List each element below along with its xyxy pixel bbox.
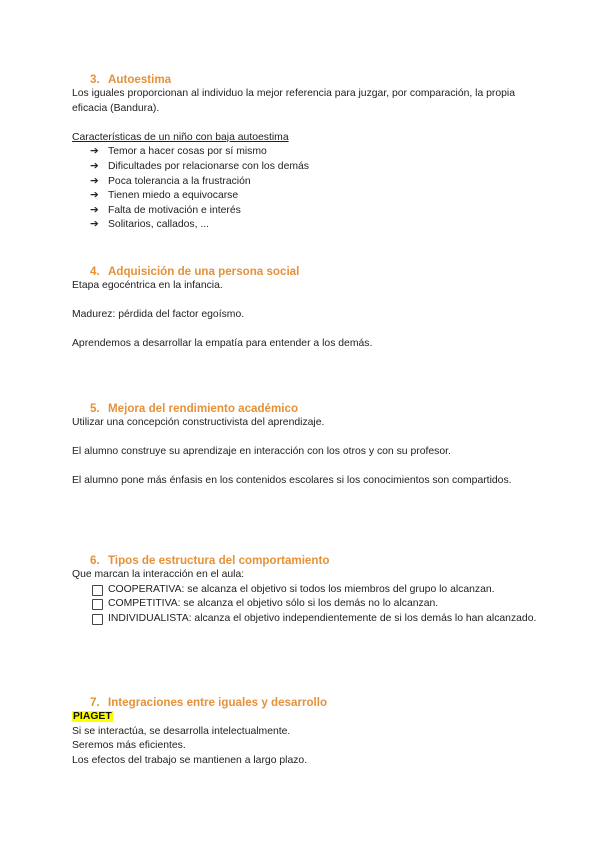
section-title: Adquisición de una persona social — [108, 265, 300, 278]
paragraph: Etapa egocéntrica en la infancia. — [72, 280, 223, 291]
section-heading — [90, 264, 542, 279]
section-title: Autoestima — [108, 73, 172, 86]
arrow-icon: ➔ — [90, 219, 99, 231]
section-heading — [90, 72, 542, 87]
subtitle: Características de un niño con baja autoestima — [72, 131, 289, 143]
section-title: Integraciones entre iguales y desarrollo — [108, 696, 328, 709]
highlighted-label: PIAGET — [73, 711, 112, 722]
section-number: 4. — [90, 265, 100, 278]
list-item: ➔ Poca tolerancia a la frustración — [90, 175, 542, 190]
section-number: 6. — [90, 554, 100, 567]
list-item: ➔ Dificultades por relacionarse con los demás — [90, 160, 542, 175]
checkbox-icon — [92, 585, 103, 596]
checkbox-icon — [92, 614, 103, 625]
arrow-icon: ➔ — [90, 146, 99, 158]
section-title: Tipos de estructura del comportamiento — [108, 554, 330, 567]
list-item: COMPETITIVA: se alcanza el objetivo sólo si los demás no lo alcanzan. — [92, 597, 542, 612]
section-heading — [90, 695, 542, 710]
arrow-icon: ➔ — [90, 160, 99, 172]
section-number: 3. — [90, 73, 100, 86]
section-heading — [90, 401, 542, 416]
paragraph: Madurez: pérdida del factor egoísmo. — [72, 309, 245, 321]
section-persona-social — [72, 264, 542, 352]
paragraph: Los iguales proporcionan al individuo la mejor referencia para juzgar, por comparación, la propia eficacia (Bandura). — [72, 88, 516, 114]
list-item: ➔ Temor a hacer cosas por sí mismo — [90, 145, 542, 160]
paragraph: Que marcan la interacción en el aula: — [72, 569, 245, 580]
section-rendimiento — [72, 401, 542, 489]
list-item: ➔ Tienen miedo a equivocarse — [90, 189, 542, 204]
paragraph: Aprendemos a desarrollar la empatía para entender a los demás. — [72, 338, 373, 350]
list-item: COOPERATIVA: se alcanza el objetivo si todos los miembros del grupo lo alcanzan. — [92, 583, 542, 598]
section-estructura — [72, 553, 542, 626]
arrow-icon: ➔ — [90, 175, 99, 187]
arrow-icon: ➔ — [90, 190, 99, 202]
paragraph: El alumno construye su aprendizaje en interacción con los otros y con su profesor. — [72, 446, 451, 458]
list-item: ➔ Solitarios, callados, ... — [90, 218, 542, 233]
arrow-icon: ➔ — [90, 204, 99, 216]
paragraph: El alumno pone más énfasis en los contenidos escolares si los conocimientos son compartidos. — [72, 475, 512, 487]
section-number: 7. — [90, 696, 100, 709]
paragraph: Seremos más eficientes. — [72, 740, 186, 752]
list-item: ➔ Falta de motivación e interés — [90, 204, 542, 219]
paragraph: Si se interactúa, se desarrolla intelectualmente. — [72, 725, 291, 737]
section-number: 5. — [90, 402, 100, 415]
section-heading — [90, 553, 542, 568]
arrow-list — [72, 145, 542, 233]
checkbox-list — [72, 583, 542, 627]
section-title: Mejora del rendimiento académico — [108, 402, 299, 415]
paragraph: Utilizar una concepción constructivista del aprendizaje. — [72, 417, 325, 428]
list-item: INDIVIDUALISTA: alcanza el objetivo independientemente de si los demás lo han alcanzado. — [92, 612, 542, 627]
checkbox-icon — [92, 599, 103, 610]
section-autoestima — [72, 72, 542, 233]
section-integraciones — [72, 695, 542, 768]
paragraph: Los efectos del trabajo se mantienen a largo plazo. — [72, 754, 308, 766]
